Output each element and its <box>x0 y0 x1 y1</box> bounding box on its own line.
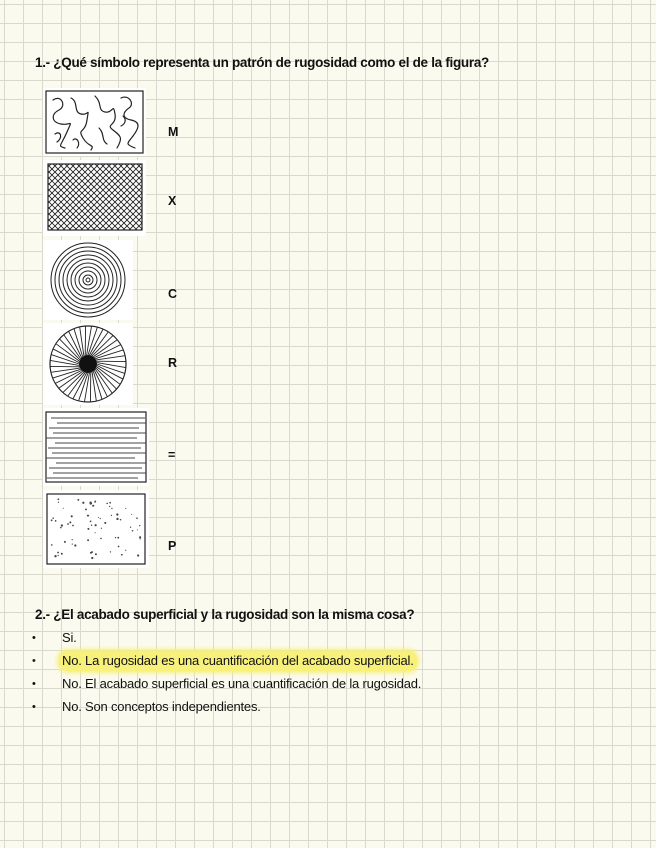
answer-text: No. La rugosidad es una cuantificación del acabado superficial. <box>59 651 417 671</box>
concentric-circles-pattern <box>43 240 133 320</box>
parallel-lines-pattern <box>43 408 149 486</box>
radial-pattern <box>43 323 133 405</box>
symbol-label-equals: = <box>168 448 176 462</box>
bullet-icon: • <box>32 655 36 667</box>
symbol-label-r: R <box>168 356 178 370</box>
crosshatch-pattern <box>43 160 146 236</box>
answer-text: No. Son conceptos independientes. <box>62 699 261 714</box>
question-1-title: 1.- ¿Qué símbolo representa un patrón de rugosidad como el de la figura? <box>35 55 489 70</box>
bullet-icon: • <box>32 678 36 690</box>
symbol-label-x: X <box>168 194 177 208</box>
dotted-particulate-pattern <box>43 490 149 568</box>
answer-text: Si. <box>62 630 77 645</box>
bullet-icon: • <box>32 701 36 713</box>
answer-text: No. El acabado superficial es una cuantificación de la rugosidad. <box>62 676 422 691</box>
random-meander-pattern <box>43 88 146 156</box>
symbol-label-m: M <box>168 125 179 139</box>
symbol-label-c: C <box>168 287 178 301</box>
symbol-label-p: P <box>168 539 177 553</box>
bullet-icon: • <box>32 632 36 644</box>
question-2-title: 2.- ¿El acabado superficial y la rugosidad son la misma cosa? <box>35 607 415 622</box>
